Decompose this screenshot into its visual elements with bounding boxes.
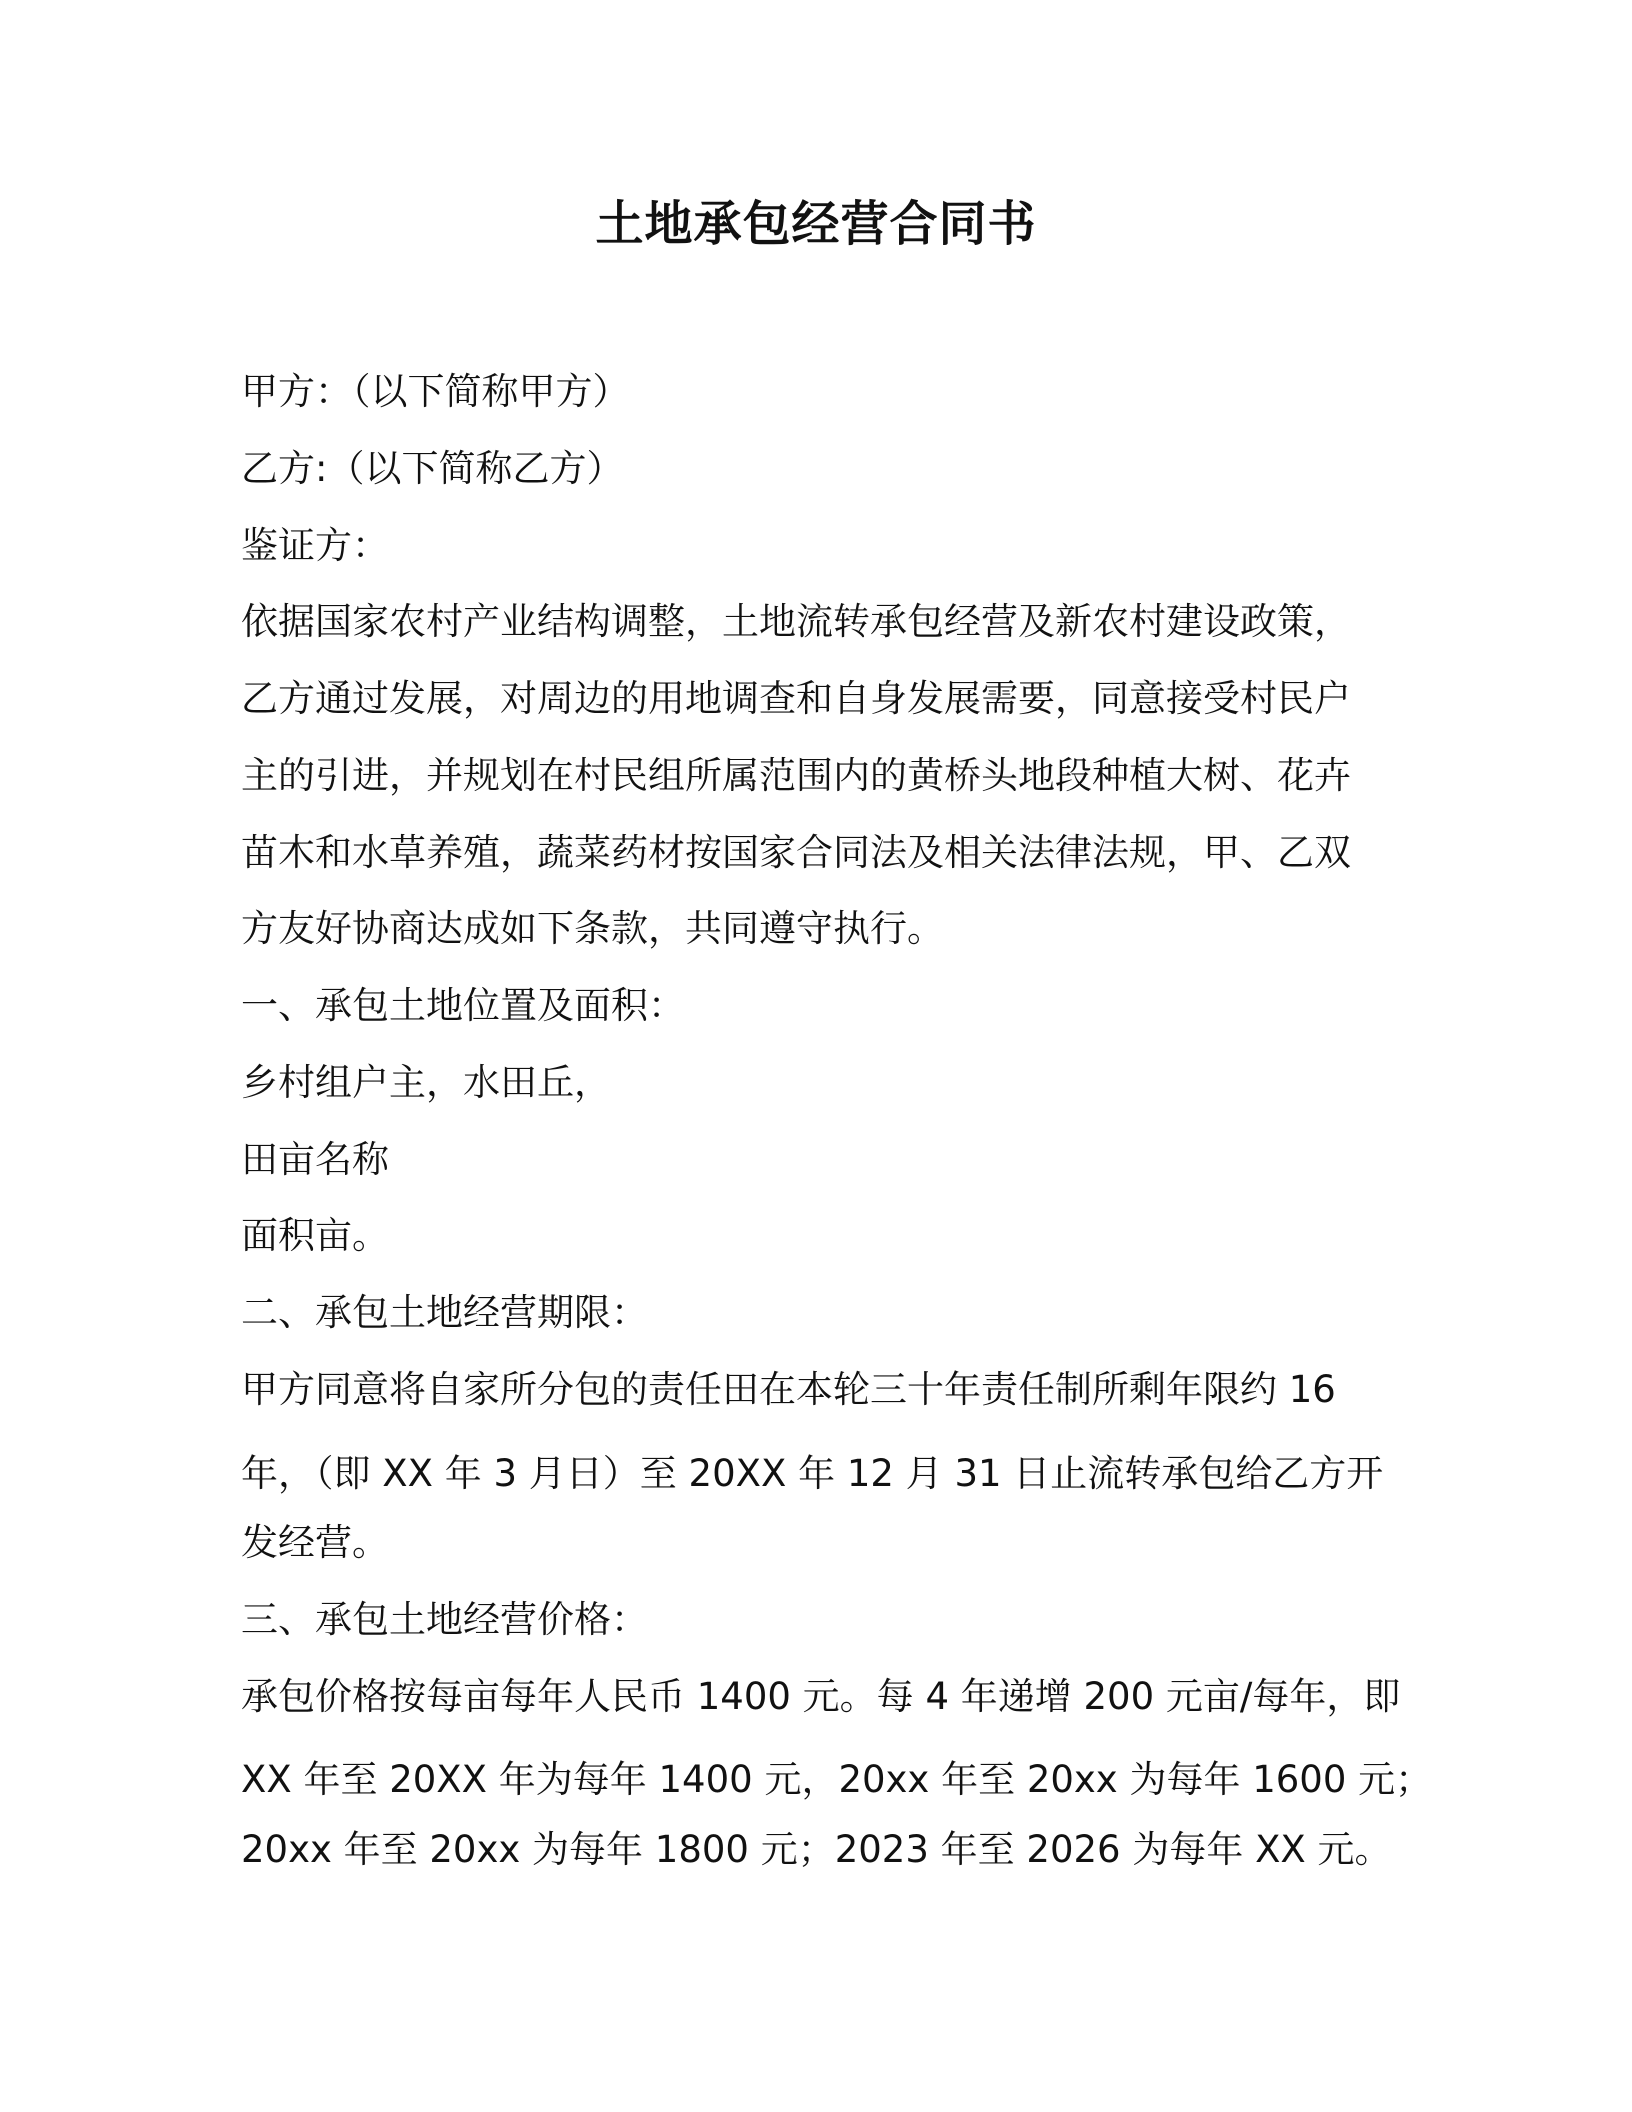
party-b-line: 乙方:（以下简称乙方） [241,447,624,490]
party-a-line: 甲方：（以下简称甲方） [241,370,630,413]
section-1-line-1: 乡村组户主，水田丘， [241,1061,611,1104]
section-3-heading: 三、承包土地经营价格： [241,1598,648,1641]
section-1-line-3: 面积亩。 [241,1214,389,1257]
preamble-line-3: 主的引进，并规划在村民组所属范围内的黄桥头地段种植大树、花卉 [241,754,1351,797]
preamble-line-5: 方友好协商达成如下条款，共同遵守执行。 [241,907,944,950]
section-2-line-3: 发经营。 [241,1521,389,1564]
section-2-heading: 二、承包土地经营期限： [241,1291,648,1334]
document-title: 土地承包经营合同书 [595,196,1037,252]
preamble-line-1: 依据国家农村产业结构调整，土地流转承包经营及新农村建设政策， [241,600,1351,643]
section-3-line-3: 20xx 年至 20xx 为每年 1800 元；2023 年至 2026 为每年 XX 元。 [241,1828,1392,1871]
preamble-line-4: 苗木和水草养殖，蔬菜药材按国家合同法及相关法律法规，甲、乙双 [241,831,1351,874]
section-1-line-2: 田亩名称 [241,1138,389,1181]
witness-line: 鉴证方： [241,524,389,567]
preamble-line-2: 乙方通过发展，对周边的用地调查和自身发展需要，同意接受村民户 [241,677,1351,720]
section-3-line-2: XX 年至 20XX 年为每年 1400 元，20xx 年至 20xx 为每年 1600 元； [241,1758,1433,1801]
section-1-heading: 一、承包土地位置及面积： [241,984,685,1027]
section-2-line-1: 甲方同意将自家所分包的责任田在本轮三十年责任制所剩年限约 16 [241,1368,1336,1411]
section-2-line-2: 年，（即 XX 年 3 月日）至 20XX 年 12 月 31 日止流转承包给乙方开 [241,1452,1384,1495]
section-3-line-1: 承包价格按每亩每年人民币 1400 元。每 4 年递增 200 元亩/每年，即 [241,1675,1401,1718]
